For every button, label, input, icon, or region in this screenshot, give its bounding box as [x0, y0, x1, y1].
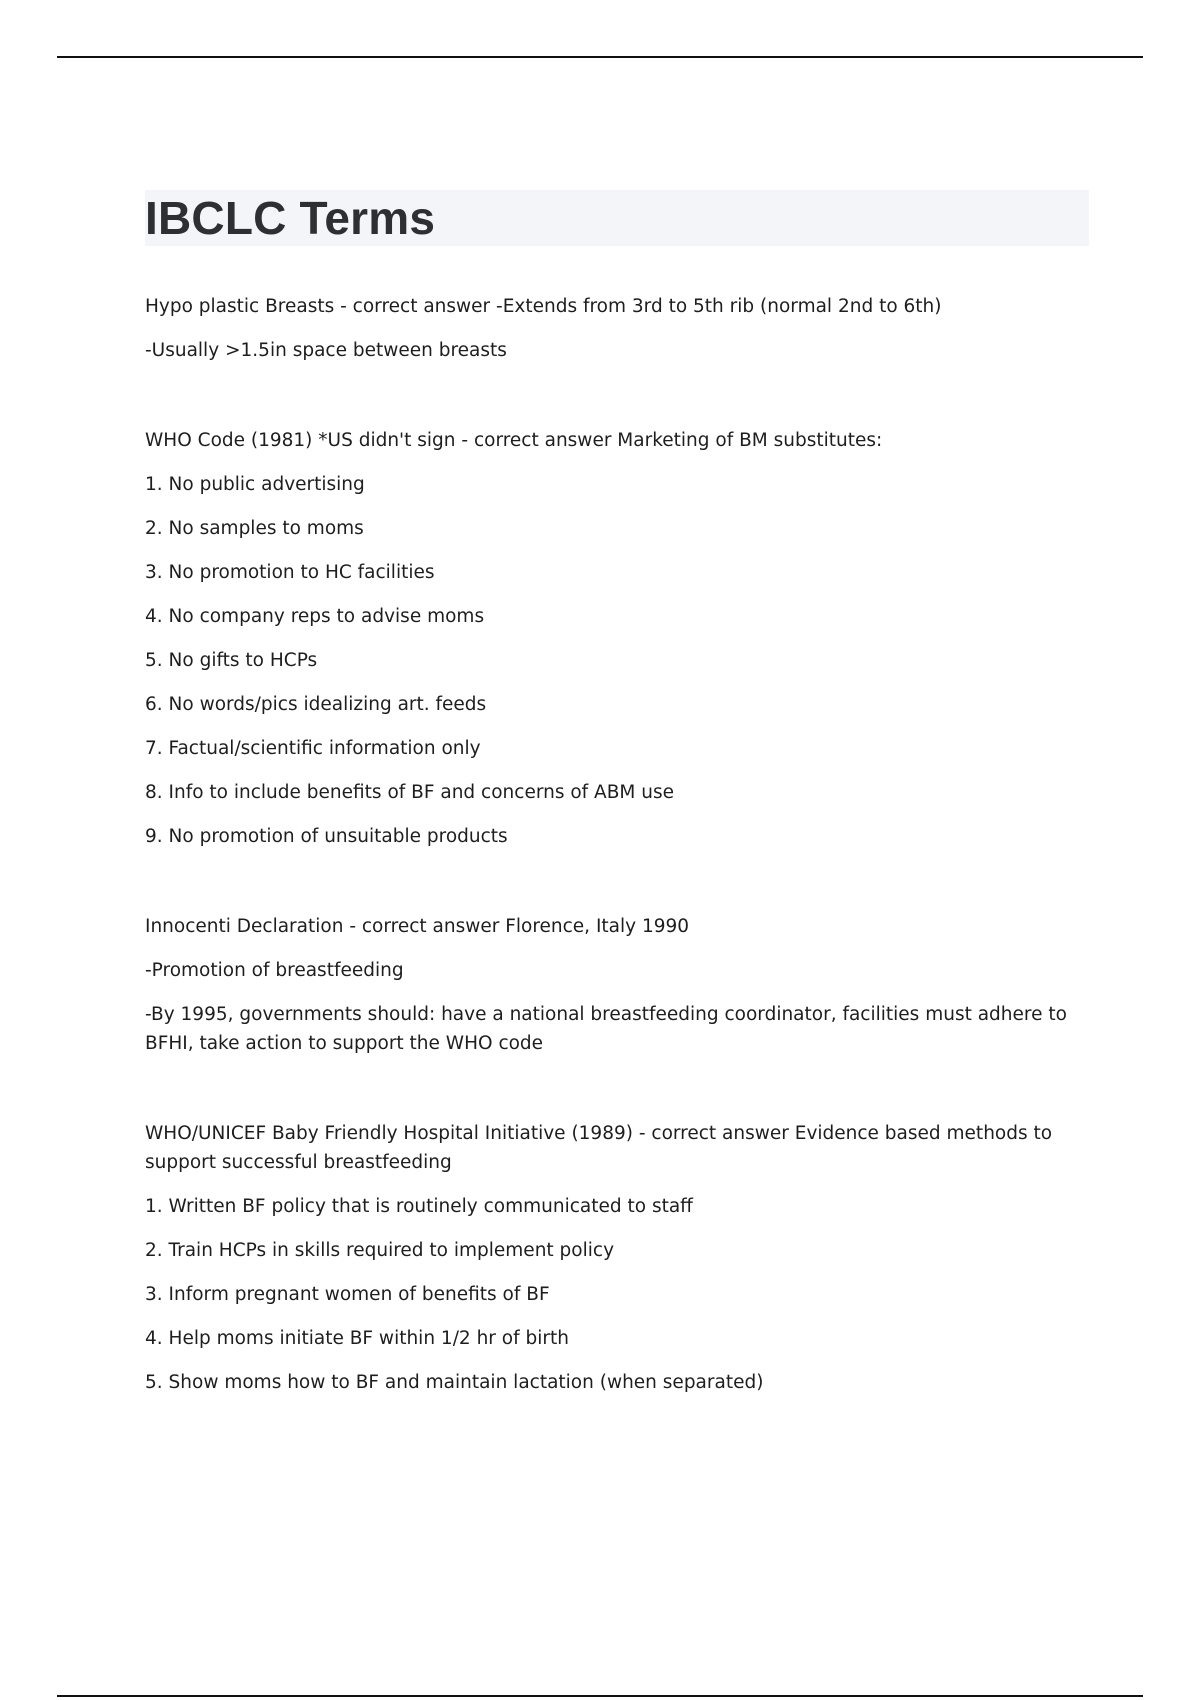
list-item: 4. Help moms initiate BF within 1/2 hr of birth — [145, 1328, 569, 1349]
term-line: -Usually >1.5in space between breasts — [145, 340, 507, 361]
term-separator — [145, 1073, 1089, 1119]
list-item: 4. No company reps to advise moms — [145, 606, 485, 627]
list-item: 3. Inform pregnant women of benefits of BF — [145, 1284, 550, 1305]
term-line: -By 1995, governments should: have a national breastfeeding coordinator, facilities must adhere to BFHI, take action to support the WHO code — [145, 1004, 1067, 1054]
list-item: 2. No samples to moms — [145, 518, 364, 539]
term-separator — [145, 380, 1089, 426]
list-item: 2. Train HCPs in skills required to implement policy — [145, 1240, 615, 1261]
list-item: 1. Written BF policy that is routinely communicated to staff — [145, 1196, 693, 1217]
term-line: WHO Code (1981) *US didn't sign - correct answer Marketing of BM substitutes: — [145, 430, 883, 451]
list-item: 3. No promotion to HC facilities — [145, 562, 435, 583]
list-item: 8. Info to include benefits of BF and concerns of ABM use — [145, 782, 674, 803]
header-rule — [57, 56, 1143, 58]
term-entry — [145, 912, 1089, 1058]
document-title: IBCLC Terms — [145, 192, 436, 244]
term-line: Innocenti Declaration - correct answer Florence, Italy 1990 — [145, 916, 690, 937]
term-entry — [145, 426, 1089, 851]
list-item: 5. Show moms how to BF and maintain lactation (when separated) — [145, 1372, 764, 1393]
term-separator — [145, 866, 1089, 912]
list-item: 5. No gifts to HCPs — [145, 650, 318, 671]
term-entry — [145, 1119, 1089, 1397]
term-line: -Promotion of breastfeeding — [145, 960, 404, 981]
term-line: WHO/UNICEF Baby Friendly Hospital Initiative (1989) - correct answer Evidence based methods to support successful breastfeeding — [145, 1123, 1053, 1173]
term-entry — [145, 292, 1089, 365]
list-item: 6. No words/pics idealizing art. feeds — [145, 694, 487, 715]
list-item: 9. No promotion of unsuitable products — [145, 826, 508, 847]
list-item: 1. No public advertising — [145, 474, 365, 495]
document-body — [145, 190, 1089, 1412]
list-item: 7. Factual/scientific information only — [145, 738, 481, 759]
title-band — [145, 190, 1089, 246]
term-line: Hypo plastic Breasts - correct answer -Extends from 3rd to 5th rib (normal 2nd to 6th) — [145, 296, 942, 317]
footer-rule — [57, 1695, 1143, 1697]
